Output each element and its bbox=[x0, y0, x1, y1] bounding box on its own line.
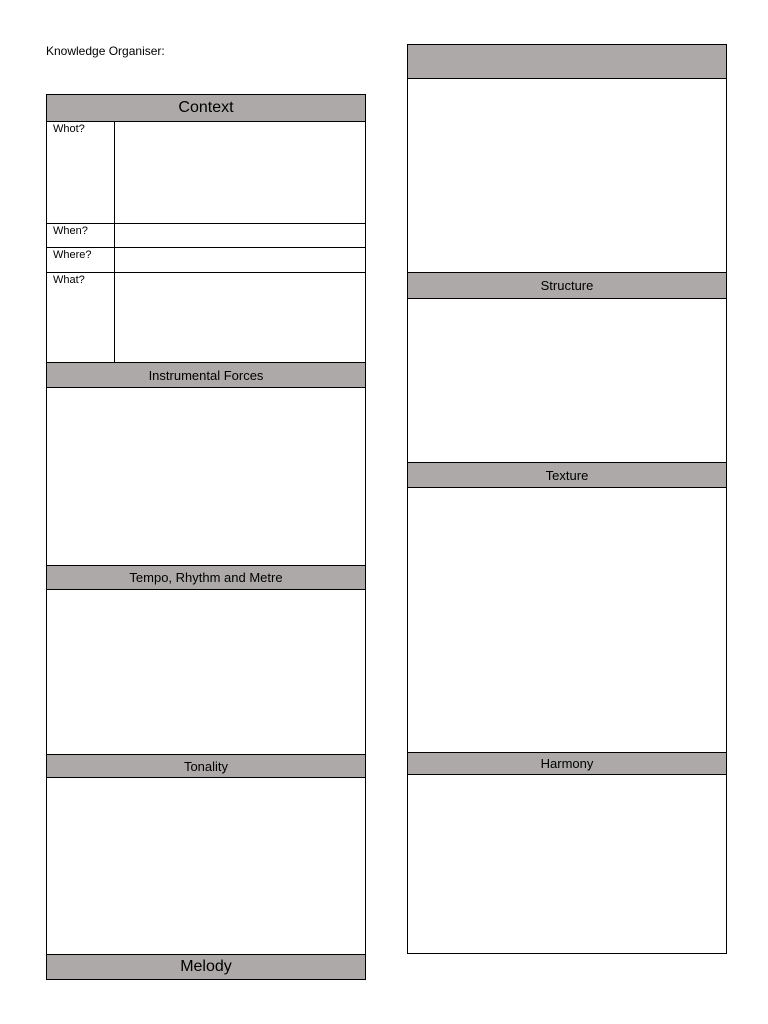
context-row-where-label: Where? bbox=[46, 247, 115, 273]
tempo-rhythm-metre-label: Tempo, Rhythm and Metre bbox=[129, 570, 283, 585]
tonality-label: Tonality bbox=[183, 758, 229, 774]
tempo-rhythm-metre-header bbox=[46, 565, 366, 590]
tempo-rhythm-metre-box[interactable] bbox=[46, 589, 366, 755]
context-header bbox=[46, 94, 366, 122]
instrumental-forces-box[interactable] bbox=[46, 387, 366, 566]
structure-header bbox=[407, 272, 727, 299]
right-top-box[interactable] bbox=[407, 78, 727, 273]
texture-label: Texture bbox=[545, 467, 589, 483]
melody-header bbox=[46, 954, 366, 980]
context-row-when-label: When? bbox=[46, 223, 115, 248]
tonality-header bbox=[46, 754, 366, 778]
harmony-box[interactable] bbox=[407, 774, 727, 954]
harmony-header bbox=[407, 752, 727, 775]
tonality-box[interactable] bbox=[46, 777, 366, 955]
context-row-what-label: What? bbox=[46, 272, 115, 363]
context-row-who-value[interactable] bbox=[114, 121, 366, 224]
context-row-what-value[interactable] bbox=[114, 272, 366, 363]
document-title: Knowledge Organiser: bbox=[46, 44, 165, 58]
context-row-who-label: Whot? bbox=[46, 121, 115, 224]
harmony-label: Harmony bbox=[540, 756, 594, 771]
context-row-where-value[interactable] bbox=[114, 247, 366, 273]
structure-box[interactable] bbox=[407, 298, 727, 463]
instrumental-forces-label: Instrumental Forces bbox=[148, 367, 264, 383]
structure-label: Structure bbox=[540, 278, 594, 293]
texture-box[interactable] bbox=[407, 487, 727, 753]
melody-label: Melody bbox=[180, 958, 232, 975]
instrumental-forces-header bbox=[46, 362, 366, 388]
texture-header bbox=[407, 462, 727, 488]
right-top-header bbox=[407, 44, 727, 79]
context-header-label: Context bbox=[178, 99, 234, 116]
context-row-when-value[interactable] bbox=[114, 223, 366, 248]
